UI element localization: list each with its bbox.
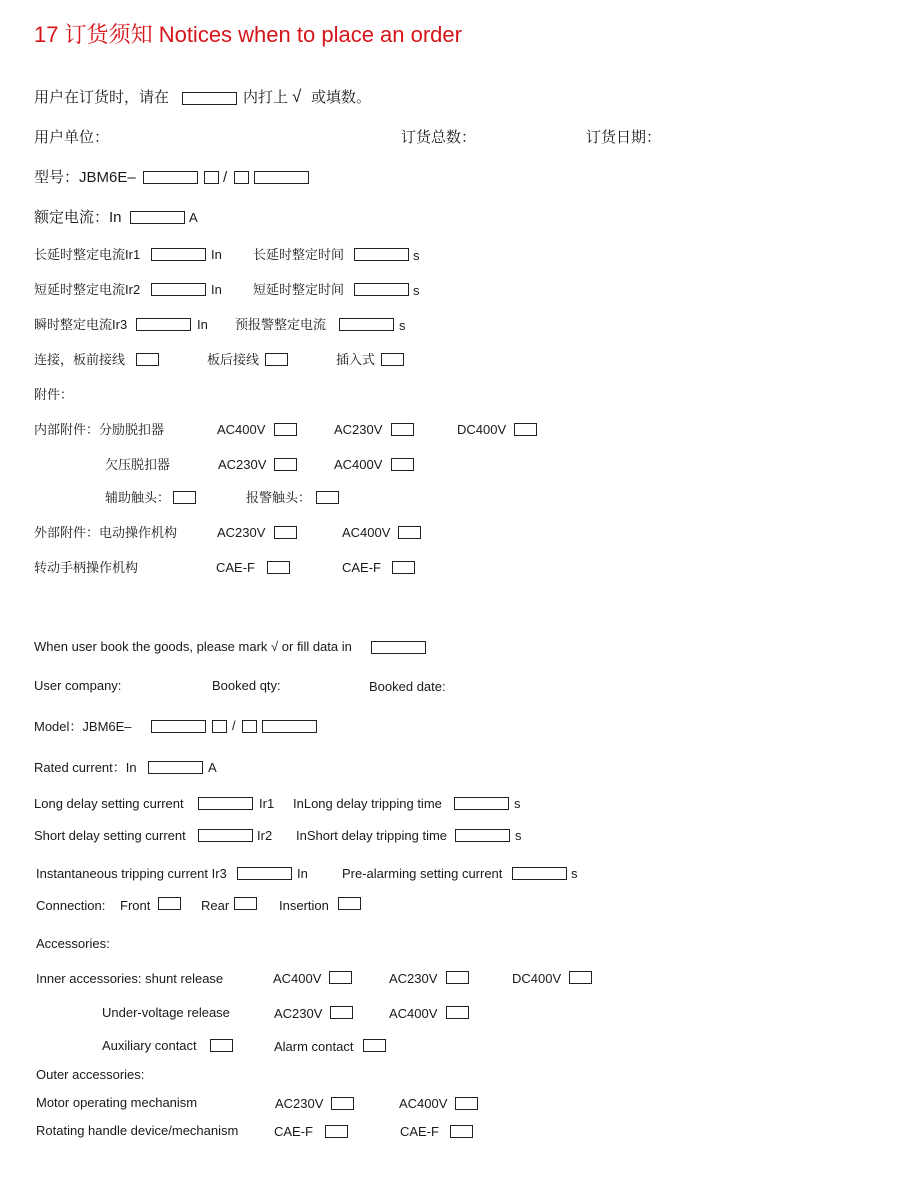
en-accessories-heading: Accessories: — [36, 936, 110, 951]
en-shunt-ac230v-label: AC230V — [389, 971, 438, 986]
zh-connection-front-label: 连接，板前接线 — [34, 352, 126, 367]
zh-long-delay-current-label: 长延时整定电流Ir1 — [34, 247, 141, 262]
en-ir1-label: Ir1 — [259, 796, 275, 811]
zh-pre-alarm-field[interactable] — [339, 318, 394, 331]
zh-intro-after: 内打上 — [243, 89, 289, 106]
zh-connection-front-checkbox[interactable] — [136, 353, 159, 366]
zh-motor-ac230v-checkbox[interactable] — [274, 526, 297, 539]
en-outer-accessories-heading: Outer accessories: — [36, 1067, 145, 1082]
zh-shunt-ac230v-label: AC230V — [334, 422, 383, 437]
en-motor-ac230v-label: AC230V — [275, 1096, 324, 1111]
zh-accessories-heading: 附件： — [34, 387, 74, 402]
zh-model-field-3[interactable] — [234, 171, 249, 184]
en-inst-current-unit: In — [297, 866, 308, 881]
en-short-delay-time-unit: s — [515, 828, 522, 843]
en-under-voltage-label: Under-voltage release — [102, 1005, 230, 1020]
zh-shunt-dc400v-label: DC400V — [457, 422, 507, 437]
zh-short-delay-time-field[interactable] — [354, 283, 409, 296]
zh-short-delay-current-field[interactable] — [151, 283, 206, 296]
zh-user-unit-label: 用户单位： — [34, 129, 110, 146]
en-alarm-label: Alarm contact — [274, 1039, 354, 1054]
en-motor-ac400v-label: AC400V — [399, 1096, 448, 1111]
en-model-label: Model：JBM6E– — [34, 719, 132, 734]
en-uv-ac230v-checkbox[interactable] — [330, 1006, 353, 1019]
zh-handle-cae-f-1-checkbox[interactable] — [267, 561, 290, 574]
zh-alarm-checkbox[interactable] — [316, 491, 339, 504]
zh-long-delay-time-unit: s — [413, 248, 420, 263]
zh-intro-sample-box — [182, 92, 237, 105]
en-handle-cae-f-2-label: CAE-F — [400, 1124, 439, 1139]
en-short-delay-time-label: InShort delay tripping time — [296, 828, 448, 843]
zh-long-delay-current-unit: In — [211, 247, 222, 262]
zh-uv-ac230v-label: AC230V — [218, 457, 267, 472]
zh-rated-current-unit: A — [189, 210, 198, 225]
zh-shunt-ac230v-checkbox[interactable] — [391, 423, 414, 436]
zh-model-label: 型号：JBM6E– — [34, 169, 136, 186]
zh-plug-in-checkbox[interactable] — [381, 353, 404, 366]
en-handle-cae-f-2-checkbox[interactable] — [450, 1125, 473, 1138]
en-rated-current-unit: A — [208, 760, 217, 775]
en-front-checkbox[interactable] — [158, 897, 181, 910]
en-booked-date-label: Booked date: — [369, 679, 446, 694]
zh-long-delay-time-label: 长延时整定时间 — [253, 247, 345, 262]
en-insertion-checkbox[interactable] — [338, 897, 361, 910]
en-model-field-4[interactable] — [262, 720, 317, 733]
en-shunt-dc400v-checkbox[interactable] — [569, 971, 592, 984]
en-rated-current-label: Rated current：In — [34, 760, 137, 775]
zh-inst-current-field[interactable] — [136, 318, 191, 331]
zh-connection-rear-checkbox[interactable] — [265, 353, 288, 366]
en-booked-qty-label: Booked qty: — [212, 678, 281, 693]
check-mark-icon: √ — [292, 87, 302, 106]
zh-auxiliary-label: 辅助触头： — [105, 490, 171, 505]
zh-short-delay-time-label: 短延时整定时间 — [253, 282, 345, 297]
en-inst-current-field[interactable] — [237, 867, 292, 880]
zh-handle-cae-f-1-label: CAE-F — [216, 560, 255, 575]
zh-motor-ac400v-checkbox[interactable] — [398, 526, 421, 539]
zh-under-voltage-label: 欠压脱扣器 — [105, 457, 171, 472]
en-pre-alarm-field[interactable] — [512, 867, 567, 880]
en-short-delay-current-label: Short delay setting current — [34, 828, 186, 843]
en-short-delay-current-field[interactable] — [198, 829, 253, 842]
page-title: 17 订货须知 Notices when to place an order — [34, 22, 462, 47]
en-shunt-dc400v-label: DC400V — [512, 971, 562, 986]
zh-model-slash: / — [223, 169, 228, 186]
en-model-field-3[interactable] — [242, 720, 257, 733]
en-pre-alarm-label: Pre-alarming setting current — [342, 866, 503, 881]
en-motor-ac400v-checkbox[interactable] — [455, 1097, 478, 1110]
zh-intro-before: 用户在订货时，请在 — [34, 89, 170, 106]
en-model-field-2[interactable] — [212, 720, 227, 733]
en-pre-alarm-unit: s — [571, 866, 578, 881]
zh-short-delay-current-label: 短延时整定电流Ir2 — [34, 282, 141, 297]
en-alarm-checkbox[interactable] — [363, 1039, 386, 1052]
zh-inst-current-label: 瞬时整定电流Ir3 — [34, 317, 128, 332]
zh-motor-ac230v-label: AC230V — [217, 525, 266, 540]
zh-auxiliary-checkbox[interactable] — [173, 491, 196, 504]
en-long-delay-time-unit: s — [514, 796, 521, 811]
en-model-slash: / — [232, 718, 236, 733]
zh-inst-current-unit: In — [197, 317, 208, 332]
en-user-company-label: User company: — [34, 678, 122, 693]
en-uv-ac400v-checkbox[interactable] — [446, 1006, 469, 1019]
en-connection-label: Connection: — [36, 898, 106, 913]
en-front-label: Front — [120, 898, 151, 913]
en-long-delay-time-label: InLong delay tripping time — [293, 796, 442, 811]
zh-pre-alarm-unit: s — [399, 318, 406, 333]
zh-long-delay-current-field[interactable] — [151, 248, 206, 261]
en-insertion-label: Insertion — [279, 898, 329, 913]
en-auxiliary-checkbox[interactable] — [210, 1039, 233, 1052]
zh-intro-end: 或填数。 — [311, 89, 372, 106]
zh-inner-shunt-label: 内部附件：分励脱扣器 — [34, 422, 165, 437]
zh-motor-ac400v-label: AC400V — [342, 525, 391, 540]
zh-uv-ac400v-checkbox[interactable] — [391, 458, 414, 471]
en-handle-label: Rotating handle device/mechanism — [36, 1123, 239, 1138]
en-shunt-ac230v-checkbox[interactable] — [446, 971, 469, 984]
zh-rated-current-label: 额定电流：In — [34, 209, 122, 226]
zh-order-date-label: 订货日期： — [586, 129, 662, 146]
en-long-delay-current-label: Long delay setting current — [34, 796, 184, 811]
zh-pre-alarm-label: 预报警整定电流 — [235, 317, 327, 332]
en-rear-checkbox[interactable] — [234, 897, 257, 910]
en-motor-ac230v-checkbox[interactable] — [331, 1097, 354, 1110]
zh-model-field-1[interactable] — [143, 171, 198, 184]
zh-total-qty-label: 订货总数： — [401, 129, 477, 146]
en-long-delay-current-field[interactable] — [198, 797, 253, 810]
en-uv-ac400v-label: AC400V — [389, 1006, 438, 1021]
en-shunt-ac400v-label: AC400V — [273, 971, 322, 986]
zh-shunt-ac400v-label: AC400V — [217, 422, 266, 437]
en-rated-current-field[interactable] — [148, 761, 203, 774]
en-rear-label: Rear — [201, 898, 230, 913]
zh-handle-cae-f-2-label: CAE-F — [342, 560, 381, 575]
en-inner-shunt-label: Inner accessories: shunt release — [36, 971, 224, 986]
en-short-delay-time-field[interactable] — [455, 829, 510, 842]
zh-short-delay-current-unit: In — [211, 282, 222, 297]
en-intro-sample-box — [371, 641, 426, 654]
en-auxiliary-label: Auxiliary contact — [102, 1038, 197, 1053]
zh-handle-label: 转动手柄操作机构 — [34, 560, 139, 575]
zh-shunt-dc400v-checkbox[interactable] — [514, 423, 537, 436]
zh-rated-current-field[interactable] — [130, 211, 185, 224]
en-inst-current-label: Instantaneous tripping current Ir3 — [36, 866, 227, 881]
en-intro: When user book the goods, please mark √ or fill data in — [34, 639, 352, 654]
zh-plug-in-label: 插入式 — [336, 352, 376, 367]
zh-short-delay-time-unit: s — [413, 283, 420, 298]
zh-outer-motor-label: 外部附件：电动操作机构 — [34, 525, 178, 540]
en-handle-cae-f-1-label: CAE-F — [274, 1124, 313, 1139]
en-handle-cae-f-1-checkbox[interactable] — [325, 1125, 348, 1138]
zh-uv-ac400v-label: AC400V — [334, 457, 383, 472]
en-model-field-1[interactable] — [151, 720, 206, 733]
en-shunt-ac400v-checkbox[interactable] — [329, 971, 352, 984]
zh-connection-rear-label: 板后接线 — [207, 352, 260, 367]
zh-long-delay-time-field[interactable] — [354, 248, 409, 261]
zh-uv-ac230v-checkbox[interactable] — [274, 458, 297, 471]
zh-alarm-label: 报警触头： — [246, 490, 312, 505]
en-motor-label: Motor operating mechanism — [36, 1095, 198, 1110]
zh-shunt-ac400v-checkbox[interactable] — [274, 423, 297, 436]
en-ir2-label: Ir2 — [257, 828, 273, 843]
zh-model-field-2[interactable] — [204, 171, 219, 184]
en-long-delay-time-field[interactable] — [454, 797, 509, 810]
en-uv-ac230v-label: AC230V — [274, 1006, 323, 1021]
zh-model-field-4[interactable] — [254, 171, 309, 184]
zh-handle-cae-f-2-checkbox[interactable] — [392, 561, 415, 574]
